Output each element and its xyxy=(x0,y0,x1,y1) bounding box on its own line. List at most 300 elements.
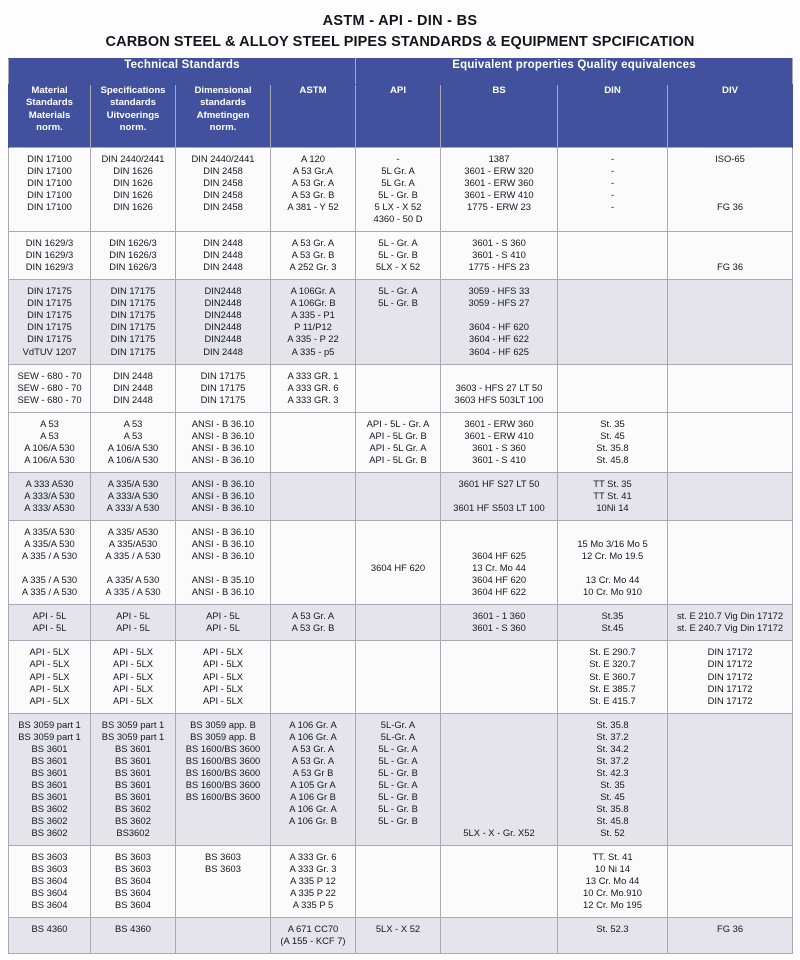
cell-line: St. 37.2 xyxy=(596,754,629,766)
cell-api xyxy=(356,521,441,605)
cell-bs xyxy=(441,147,558,231)
cell-material-standards xyxy=(9,918,91,954)
cell-specifications-standards xyxy=(91,147,176,231)
cell-line: DIN 17175 xyxy=(110,297,156,309)
cell-line: TT St. 35 xyxy=(593,477,632,489)
cell-line: ANSI - B 36.10 xyxy=(191,453,255,465)
cell-line xyxy=(670,574,790,586)
cell-line: BS 3059 part 1 xyxy=(101,718,165,730)
material-header-line-4: norm. xyxy=(36,122,63,134)
cell-line: A 53 Gr. A xyxy=(291,176,335,188)
cell-line xyxy=(670,346,790,358)
table-row xyxy=(9,713,793,845)
cell-line: DIN 17175 xyxy=(27,321,72,333)
page-title-primary: ASTM - API - DIN - BS xyxy=(322,13,478,29)
cell-line: BS 3601 xyxy=(115,790,151,802)
cell-line xyxy=(670,430,790,442)
cell-line: API - 5L xyxy=(116,622,150,634)
cell-line: DIN 17175 xyxy=(110,321,156,333)
cell-line: - xyxy=(610,152,615,164)
cell-bs xyxy=(441,918,558,954)
table-row xyxy=(9,846,793,918)
cell-line xyxy=(670,851,790,863)
cell-astm xyxy=(271,918,356,954)
cell-line: St. 45 xyxy=(600,790,625,802)
cell-line: St. 35.8 xyxy=(596,441,629,453)
cell-line: DIN 17175 xyxy=(110,345,156,357)
cell-din xyxy=(558,280,668,364)
page-title-secondary: CARBON STEEL & ALLOY STEEL PIPES STANDARDS & EQUIPMENT SPCIFICATION xyxy=(105,33,695,50)
table-row xyxy=(9,232,793,280)
cell-dimensional-standards xyxy=(176,713,271,845)
cell-line xyxy=(670,454,790,466)
cell-line: BS 3059 app. B xyxy=(190,718,256,730)
cell-line xyxy=(11,562,88,574)
cell-line: DIN 2458 xyxy=(203,189,243,200)
cell-astm xyxy=(271,521,356,605)
cell-line xyxy=(443,526,555,538)
cell-line: BS 3602 xyxy=(31,802,68,814)
cell-line: DIN 17175 xyxy=(200,393,246,405)
cell-line: 3601 HF S503 LT 100 xyxy=(453,501,545,513)
cell-line: A 335/ A 530 xyxy=(106,574,160,586)
header-group-technical-standards: Technical Standards xyxy=(9,58,356,84)
cell-line: A 106 Gr. A xyxy=(289,802,337,814)
cell-line: A 53 xyxy=(123,417,143,429)
cell-line: DIN 17100 xyxy=(27,201,72,213)
cell-div xyxy=(668,364,793,412)
cell-line: 3604 - HF 622 xyxy=(469,333,529,345)
cell-line xyxy=(670,827,790,839)
cell-line xyxy=(670,333,790,345)
cell-line: 10 Cr. Mo.910 xyxy=(583,887,642,899)
cell-line: DIN 2440/2441 xyxy=(101,152,165,164)
cell-line: A 335/A530 xyxy=(108,538,158,550)
cell-line: DIN 17172 xyxy=(707,658,753,670)
cell-line: A 53 xyxy=(40,429,59,441)
cell-line: API - 5LX xyxy=(202,646,244,658)
cell-dimensional-standards xyxy=(176,232,271,280)
cell-line: - xyxy=(610,164,615,176)
cell-line xyxy=(443,683,555,695)
cell-line xyxy=(93,562,173,574)
cell-line: A 106 Gr B xyxy=(290,790,336,802)
cell-line: 3601 - S 360 xyxy=(472,237,526,249)
cell-line xyxy=(358,658,438,670)
cell-line: A 53 Gr. A xyxy=(291,754,335,766)
cell-material-standards xyxy=(9,713,91,845)
cell-line xyxy=(670,249,790,261)
cell-line: A 335 - p5 xyxy=(291,345,335,357)
cell-line: DIN 17172 xyxy=(707,670,753,682)
cell-line: 5L Gr. A xyxy=(381,176,415,188)
cell-line: A 106/A 530 xyxy=(24,453,75,465)
cell-line: DIN 2448 xyxy=(113,393,153,405)
cell-line: API - 5LX xyxy=(112,682,154,694)
cell-line xyxy=(443,779,555,791)
cell-astm xyxy=(271,846,356,918)
cell-line: St. 45 xyxy=(600,429,625,441)
cell-line xyxy=(443,719,555,731)
cell-line xyxy=(443,935,555,947)
document-titles xyxy=(8,8,792,58)
material-header-line-1: Material xyxy=(31,84,68,96)
cell-line: DIN 17175 xyxy=(110,309,156,321)
cell-line xyxy=(178,803,268,815)
cell-dimensional-standards xyxy=(176,147,271,231)
cell-line: BS 3602 xyxy=(31,827,68,839)
cell-line: A 333 GR. 6 xyxy=(287,381,339,393)
cell-line: A 106 Gr. B xyxy=(289,815,337,827)
cell-line xyxy=(443,743,555,755)
cell-line: ANSI - B 36.10 xyxy=(191,429,255,441)
cell-line xyxy=(358,827,438,839)
cell-line: DIN 17175 xyxy=(110,333,156,345)
cell-line xyxy=(273,671,353,683)
cell-line xyxy=(273,478,353,490)
cell-dimensional-standards xyxy=(176,605,271,641)
cell-line: DIN 1629/3 xyxy=(25,249,74,261)
cell-div xyxy=(668,641,793,713)
cell-line: BS 3603 xyxy=(205,863,241,875)
cell-line: API - 5L xyxy=(32,622,67,634)
table-row xyxy=(9,918,793,954)
cell-line: API - 5L xyxy=(206,610,240,622)
column-header-astm: ASTM xyxy=(271,84,356,147)
cell-line: DIN 17175 xyxy=(27,333,72,345)
cell-line: A 333 GR. 3 xyxy=(287,393,339,405)
specs-header-line-1: Specifications xyxy=(100,84,166,96)
cell-line: DIN 17175 xyxy=(27,297,72,309)
cell-line: API - 5LX xyxy=(202,682,244,694)
cell-specifications-standards xyxy=(91,412,176,472)
cell-material-standards xyxy=(9,472,91,520)
cell-line: BS 3601 xyxy=(115,766,151,778)
cell-line: DIN 2448 xyxy=(113,381,153,393)
cell-line xyxy=(670,803,790,815)
cell-line xyxy=(560,321,665,333)
cell-line: BS 1600/BS 3600 xyxy=(185,790,261,802)
cell-line xyxy=(443,309,555,321)
cell-line: A 53 Gr.A xyxy=(292,164,334,176)
cell-line: A 53 xyxy=(40,417,59,429)
cell-line: DIN 1626 xyxy=(113,201,153,213)
cell-line: FG 36 xyxy=(716,261,744,273)
cell-line: 5LX - X - Gr. X52 xyxy=(463,827,535,839)
cell-line: 5L - Gr. B xyxy=(378,249,418,261)
cell-line xyxy=(273,695,353,707)
cell-bs xyxy=(441,232,558,280)
standards-comparison-table xyxy=(8,58,793,955)
cell-line: St. E 320.7 xyxy=(589,658,636,670)
cell-din xyxy=(558,605,668,641)
cell-line: DIN 1626/3 xyxy=(109,237,157,249)
table-row xyxy=(9,280,793,364)
cell-line: 3603 HFS 503LT 100 xyxy=(454,393,544,405)
cell-bs xyxy=(441,280,558,364)
cell-line: A 106/A 530 xyxy=(107,441,159,453)
cell-api xyxy=(356,147,441,231)
cell-line xyxy=(358,346,438,358)
cell-line: 3601 - 1 360 xyxy=(472,610,526,622)
cell-line: A 106 Gr. A xyxy=(289,730,337,742)
cell-line xyxy=(670,562,790,574)
cell-line: 5 LX - X 52 xyxy=(374,201,422,213)
cell-line: 5L - Gr. A xyxy=(378,754,418,766)
cell-line: St. 42.3 xyxy=(596,766,629,778)
cell-line: API - 5LX xyxy=(202,658,244,670)
cell-line xyxy=(443,863,555,875)
cell-line: DIN 17100 xyxy=(27,176,72,188)
cell-line: St. 35.8 xyxy=(596,718,629,730)
cell-bs xyxy=(441,521,558,605)
cell-line xyxy=(273,574,353,586)
cell-dimensional-standards xyxy=(176,364,271,412)
cell-line: 5L-Gr. A xyxy=(380,730,416,742)
cell-material-standards xyxy=(9,232,91,280)
cell-line: BS 3604 xyxy=(115,899,151,911)
cell-line xyxy=(273,526,353,538)
cell-line: 5L - Gr. A xyxy=(378,237,418,249)
column-header-material-standards xyxy=(9,84,91,147)
cell-line: API - 5L xyxy=(206,622,240,634)
cell-line: 1775 - ERW 23 xyxy=(467,201,531,213)
cell-line: API - 5LX xyxy=(29,658,70,670)
cell-line: DIN 17175 xyxy=(200,381,246,393)
cell-api xyxy=(356,713,441,845)
cell-line: st. E 240.7 Vig Din 17172 xyxy=(676,622,784,634)
cell-line xyxy=(560,526,665,538)
cell-line: ANSI - B 36.10 xyxy=(191,417,255,429)
column-header-div: DIV xyxy=(668,84,793,147)
cell-line: 3604 HF 622 xyxy=(471,586,527,598)
cell-line: 12 Cr. Mo 195 xyxy=(583,899,642,911)
cell-line: St. E 360.7 xyxy=(589,670,636,682)
cell-line xyxy=(443,767,555,779)
cell-line xyxy=(358,478,438,490)
cell-div xyxy=(668,147,793,231)
cell-line: DIN 2448 xyxy=(203,249,243,261)
cell-line xyxy=(358,586,438,598)
cell-line: API - 5L - Gr. A xyxy=(366,417,430,429)
cell-line: DIN 1626 xyxy=(113,189,153,200)
cell-line: St. 52.3 xyxy=(596,923,629,935)
cell-line: 3601 - S 410 xyxy=(472,453,526,465)
cell-line: A 335 / A 530 xyxy=(105,550,161,562)
cell-line: A 105 Gr A xyxy=(290,778,336,790)
cell-line: St. 37.2 xyxy=(596,730,629,742)
cell-line: A 381 - Y 52 xyxy=(287,201,339,213)
cell-line: DIN2448 xyxy=(204,285,242,297)
specs-header-line-4: norm. xyxy=(119,122,147,134)
cell-div xyxy=(668,472,793,520)
cell-line xyxy=(358,333,438,345)
cell-line: 5LX - X 52 xyxy=(375,923,421,935)
cell-line: St. 35 xyxy=(600,778,625,790)
table-row xyxy=(9,472,793,520)
cell-line: BS 4360 xyxy=(31,923,68,935)
cell-line: DIN 2448 xyxy=(113,369,153,381)
cell-line: ANSI - B 36.10 xyxy=(191,441,255,453)
cell-astm xyxy=(271,147,356,231)
cell-line: A 53 Gr. A xyxy=(291,742,335,754)
cell-line: BS 3604 xyxy=(115,887,151,899)
cell-bs xyxy=(441,412,558,472)
cell-line xyxy=(358,309,438,321)
cell-line xyxy=(560,346,665,358)
cell-line: ANSI - B 36.10 xyxy=(191,586,255,598)
cell-line: BS3602 xyxy=(116,827,150,839)
cell-line xyxy=(443,875,555,887)
cell-line: 5L - Gr. B xyxy=(378,815,418,827)
cell-line xyxy=(443,791,555,803)
specs-header-line-3: Uitvoerings xyxy=(106,109,160,121)
cell-api xyxy=(356,412,441,472)
cell-line xyxy=(560,370,665,382)
cell-line xyxy=(273,430,353,442)
cell-line xyxy=(443,646,555,658)
cell-line: A 335 / A 530 xyxy=(21,574,78,586)
cell-line: API - 5L xyxy=(116,610,150,622)
cell-line xyxy=(443,213,555,225)
cell-line: 3601 - ERW 410 xyxy=(464,429,534,441)
cell-line: DIN 2458 xyxy=(203,201,243,213)
cell-line: DIN 17175 xyxy=(200,369,246,381)
cell-div xyxy=(668,280,793,364)
column-header-bs: BS xyxy=(441,84,558,147)
cell-line xyxy=(560,249,665,261)
cell-astm xyxy=(271,472,356,520)
cell-line xyxy=(670,526,790,538)
cell-line: A 106Gr. A xyxy=(290,285,336,297)
cell-line xyxy=(443,851,555,863)
cell-astm xyxy=(271,605,356,641)
column-header-specifications-standards xyxy=(91,84,176,147)
cell-line: API - 5L Gr. B xyxy=(369,429,427,441)
cell-line: ANSI - B 36.10 xyxy=(191,526,255,538)
table-row xyxy=(9,364,793,412)
cell-line: A 335/A 530 xyxy=(107,477,159,489)
cell-line: 5L - Gr. B xyxy=(378,766,418,778)
cell-din xyxy=(558,713,668,845)
cell-line: ANSI - B 35.10 xyxy=(191,574,255,586)
cell-line xyxy=(273,213,353,225)
table-row xyxy=(9,147,793,231)
cell-material-standards xyxy=(9,605,91,641)
cell-line xyxy=(670,189,790,201)
cell-line: St. E 415.7 xyxy=(589,694,636,706)
cell-line: A 333/ A530 xyxy=(24,501,75,513)
cell-line xyxy=(670,490,790,502)
cell-line: A 335/A 530 xyxy=(24,538,75,550)
cell-line: St. 35.8 xyxy=(596,802,629,814)
cell-line: 10Ni 14 xyxy=(596,501,629,513)
cell-line: 13 Cr. Mo 44 xyxy=(472,562,526,574)
cell-api xyxy=(356,846,441,918)
cell-line: DIN 2448 xyxy=(203,345,243,357)
cell-line: API - 5LX xyxy=(112,646,154,658)
cell-material-standards xyxy=(9,364,91,412)
cell-astm xyxy=(271,412,356,472)
cell-line xyxy=(670,297,790,309)
cell-line: API - 5LX xyxy=(29,646,70,658)
cell-line: A 335 - P1 xyxy=(291,309,335,321)
cell-material-standards xyxy=(9,641,91,713)
cell-line xyxy=(670,165,790,177)
cell-line xyxy=(178,827,268,839)
cell-line: DIN 1629/3 xyxy=(25,261,74,273)
cell-bs xyxy=(441,472,558,520)
cell-line: 5L - Gr. B xyxy=(378,790,418,802)
cell-line: 3604 HF 625 xyxy=(471,550,527,562)
cell-line: A 335/A 530 xyxy=(24,526,75,538)
cell-line xyxy=(178,923,268,935)
table-row xyxy=(9,605,793,641)
cell-line: A 333/ A 530 xyxy=(106,501,160,513)
cell-line xyxy=(358,875,438,887)
cell-line: A 335 / A 530 xyxy=(105,586,161,598)
cell-line: BS 1600/BS 3600 xyxy=(185,742,261,754)
cell-dimensional-standards xyxy=(176,846,271,918)
cell-line: BS 3601 xyxy=(31,754,68,766)
cell-din xyxy=(558,641,668,713)
cell-material-standards xyxy=(9,521,91,605)
cell-line: API - 5LX xyxy=(29,670,70,682)
cell-astm xyxy=(271,232,356,280)
dim-header-line-4: norm. xyxy=(209,122,237,134)
cell-specifications-standards xyxy=(91,713,176,845)
cell-line xyxy=(358,863,438,875)
cell-line xyxy=(358,382,438,394)
cell-line: A 335/ A530 xyxy=(107,526,159,538)
cell-specifications-standards xyxy=(91,846,176,918)
cell-line xyxy=(273,454,353,466)
cell-line: A 53 Gr. A xyxy=(291,237,335,249)
cell-line: 3604 HF 620 xyxy=(370,562,426,574)
cell-line xyxy=(358,574,438,586)
cell-line: - xyxy=(396,152,400,164)
cell-line: 3603 - HFS 27 LT 50 xyxy=(455,381,543,393)
cell-line: 10 Ni 14 xyxy=(595,863,630,875)
cell-line xyxy=(358,490,438,502)
cell-line xyxy=(273,646,353,658)
cell-line: API - 5LX xyxy=(29,682,70,694)
cell-din xyxy=(558,846,668,918)
cell-line: DIN2448 xyxy=(204,321,242,333)
cell-line: A 106/A 530 xyxy=(24,441,75,453)
cell-specifications-standards xyxy=(91,280,176,364)
cell-line: - xyxy=(610,201,615,213)
cell-line xyxy=(670,213,790,225)
cell-line xyxy=(358,502,438,514)
cell-line: 3604 - HF 625 xyxy=(469,345,529,357)
cell-line: BS 3603 xyxy=(31,851,68,863)
table-row xyxy=(9,412,793,472)
cell-astm xyxy=(271,280,356,364)
cell-line: BS 3603 xyxy=(205,851,241,863)
cell-line: BS 3601 xyxy=(31,742,68,754)
cell-line: ANSI - B 36.10 xyxy=(191,489,255,501)
cell-specifications-standards xyxy=(91,641,176,713)
cell-line xyxy=(273,586,353,598)
cell-line: DIN2448 xyxy=(204,297,242,309)
cell-line: 5L - Gr. A xyxy=(378,778,418,790)
cell-line xyxy=(273,683,353,695)
cell-line: BS 3601 xyxy=(31,778,68,790)
cell-line: St. 35 xyxy=(600,417,625,429)
cell-material-standards xyxy=(9,412,91,472)
cell-line xyxy=(358,550,438,562)
